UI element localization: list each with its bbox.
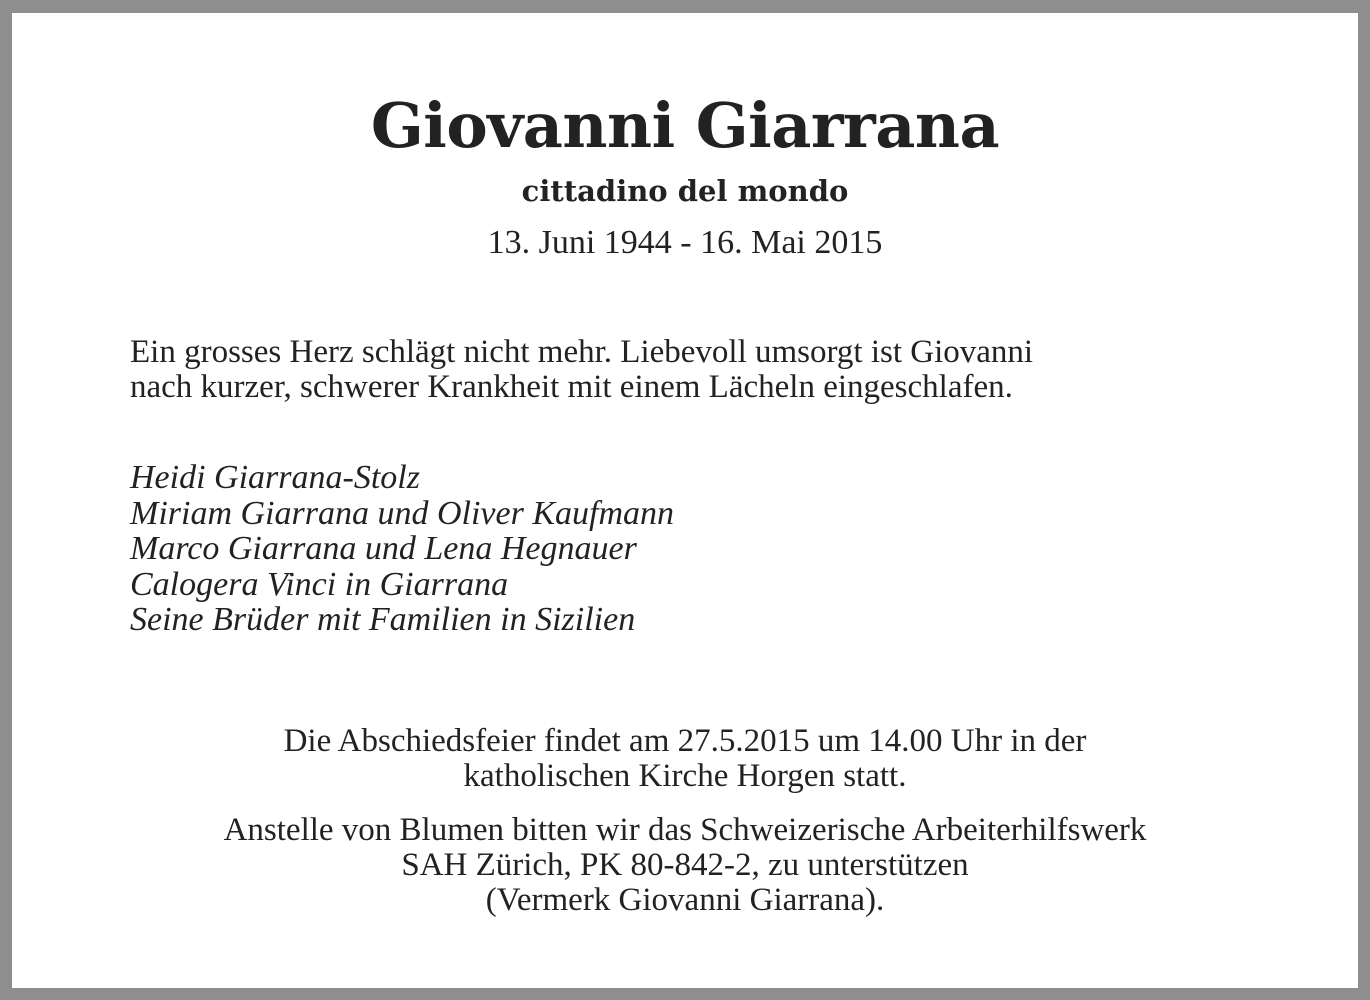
mourners-list xyxy=(130,460,1030,638)
mourner-item: Heidi Giarrana-Stolz xyxy=(130,459,420,496)
donation-line: (Vermerk Giovanni Giarrana). xyxy=(485,882,885,918)
intro-line: Ein grosses Herz schlägt nicht mehr. Liebevoll umsorgt ist Giovanni xyxy=(130,334,1034,370)
deceased-name: Giovanni Giarrana xyxy=(370,89,1000,162)
mourner-item: Marco Giarrana und Lena Hegnauer xyxy=(130,530,637,567)
intro-paragraph xyxy=(130,335,1270,405)
intro-line: nach kurzer, schwerer Krankheit mit einem Lächeln eingeschlafen. xyxy=(130,369,1013,405)
mourner-item: Seine Brüder mit Familien in Sizilien xyxy=(130,601,636,638)
ceremony-info xyxy=(12,724,1358,794)
mourner-item: Miriam Giarrana und Oliver Kaufmann xyxy=(130,494,674,532)
mourner-item: Calogera Vinci in Giarrana xyxy=(130,565,509,603)
ceremony-line: Die Abschiedsfeier findet am 27.5.2015 um 14.00 Uhr in der xyxy=(283,723,1087,759)
donation-info xyxy=(12,813,1358,918)
life-dates: 13. Juni 1944 - 16. Mai 2015 xyxy=(487,224,883,261)
ceremony-line: katholischen Kirche Horgen statt. xyxy=(463,758,907,794)
donation-line: Anstelle von Blumen bitten wir das Schweizerische Arbeiterhilfswerk xyxy=(223,812,1147,848)
donation-line: SAH Zürich, PK 80-842-2, zu unterstützen xyxy=(401,847,969,883)
obituary-notice xyxy=(12,13,1358,988)
subtitle: cittadino del mondo xyxy=(521,174,849,208)
